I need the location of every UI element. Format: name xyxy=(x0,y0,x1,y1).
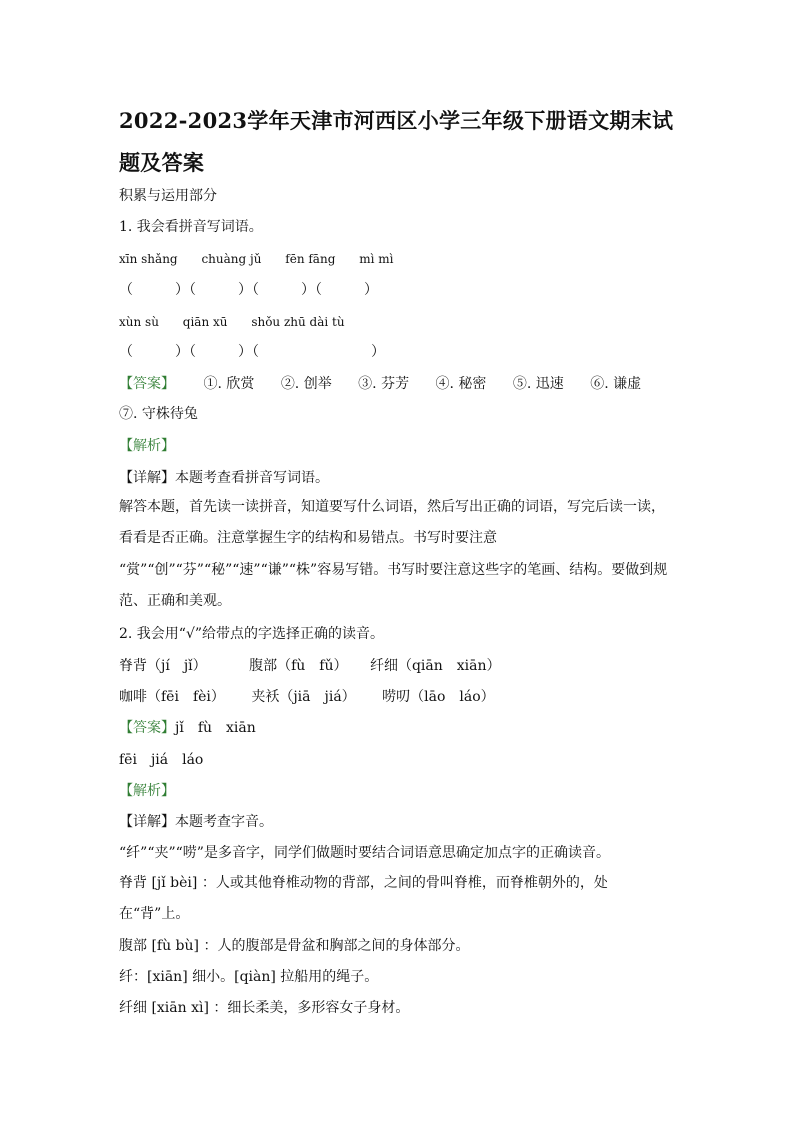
analysis-tag: 【解析】 xyxy=(119,438,175,454)
document-title: 2022-2023学年天津市河西区小学三年级下册语文期末试题及答案 xyxy=(119,108,674,175)
q2-row2 xyxy=(119,687,495,707)
q1-title: 1. 我会看拼音写词语。 xyxy=(119,219,263,235)
pinyin-item: fēn fāng xyxy=(285,252,336,266)
pinyin-item: qiān xū xyxy=(182,315,228,329)
q1-paragraph-1: 解答本题，首先读一读拼音，知道要写什么词语，然后写出正确的词语，写完后读一读，看看是否正确。注意掌握生字的结构和易错点。书写时要注意 xyxy=(119,499,665,546)
answer-text: jǐ fù xiān xyxy=(175,720,256,736)
q2-row1 xyxy=(119,656,501,676)
section-heading: 积累与运用部分 xyxy=(119,188,217,204)
answer-item: ④. 秘密 xyxy=(435,376,487,392)
pinyin-item: mì mì xyxy=(359,252,394,266)
q1-pinyin-row1 xyxy=(119,249,393,269)
answer-item-last: ⑦. 守株待兔 xyxy=(119,406,198,422)
answer-item: ②. 创举 xyxy=(280,376,332,392)
q2-paragraph-3: 腹部 [fù bù] ：人的腹部是骨盆和胸部之间的身体部分。 xyxy=(119,938,470,954)
detail-tag: 【详解】 xyxy=(119,470,175,486)
detail-text: 本题考查字音。 xyxy=(175,814,273,830)
detail-line xyxy=(119,812,273,832)
q2-answer-line2: fēi jiá láo xyxy=(119,752,204,768)
analysis-tag: 【解析】 xyxy=(119,783,175,799)
detail-text: 本题考查看拼音写词语。 xyxy=(175,470,329,486)
answer-item: ⑤. 迅速 xyxy=(512,376,564,392)
q2-paragraph-5: 纤细 [xiān xì] ：细长柔美，多形容女子身材。 xyxy=(119,1000,410,1016)
q2-paragraph-2: 脊背 [jǐ bèi] ：人或其他脊椎动物的背部，之间的骨叫脊椎，而脊椎朝外的，处在“背”上。 xyxy=(119,875,608,922)
q2-paragraph-1: “纤”“夹”“唠”是多音字，同学们做题时要结合词语意思确定加点字的正确读音。 xyxy=(119,845,610,861)
answer-tag: 【答案】 xyxy=(119,376,175,392)
q1-answer-row xyxy=(119,374,677,394)
pronunciation-item: 夹袄（jiā jiá） xyxy=(251,689,356,705)
pronunciation-item: 咖啡（fēi fèi） xyxy=(119,689,225,705)
answer-item: ③. 芬芳 xyxy=(358,376,410,392)
answer-item: ①. 欣赏 xyxy=(203,376,255,392)
q1-blank-row2: （ ）（ ）（ ） xyxy=(119,344,385,360)
q1-paragraph-2: “赏”“创”“芬”“秘”“速”“谦”“株”容易写错。书写时要注意这些字的笔画、结构。要做到规范、正确和美观。 xyxy=(119,562,668,609)
q1-pinyin-row2 xyxy=(119,312,345,332)
detail-line xyxy=(119,468,329,488)
q1-blank-row1: （ ）（ ）（ ）（ ） xyxy=(119,282,378,298)
answer-item: ⑥. 谦虚 xyxy=(590,376,642,392)
detail-tag: 【详解】 xyxy=(119,814,175,830)
pronunciation-item: 纤细（qiān xiān） xyxy=(369,658,501,674)
pinyin-item: chuàng jǔ xyxy=(201,252,262,266)
pronunciation-item: 脊背（jí jǐ） xyxy=(119,658,207,674)
pinyin-item: xīn shǎng xyxy=(119,252,178,266)
q2-title: 2. 我会用“√”给带点的字选择正确的读音。 xyxy=(119,626,385,642)
answer-tag: 【答案】 xyxy=(119,720,175,736)
pinyin-item: xùn sù xyxy=(119,315,159,329)
pronunciation-item: 唠叨（lāo láo） xyxy=(382,689,495,705)
q2-answer-row xyxy=(119,718,256,738)
q2-paragraph-4: 纤：[xiān] 细小。[qiàn] 拉船用的绳子。 xyxy=(119,969,379,985)
pronunciation-item: 腹部（fù fǔ） xyxy=(249,658,348,674)
pinyin-item: shǒu zhū dài tù xyxy=(251,315,345,329)
